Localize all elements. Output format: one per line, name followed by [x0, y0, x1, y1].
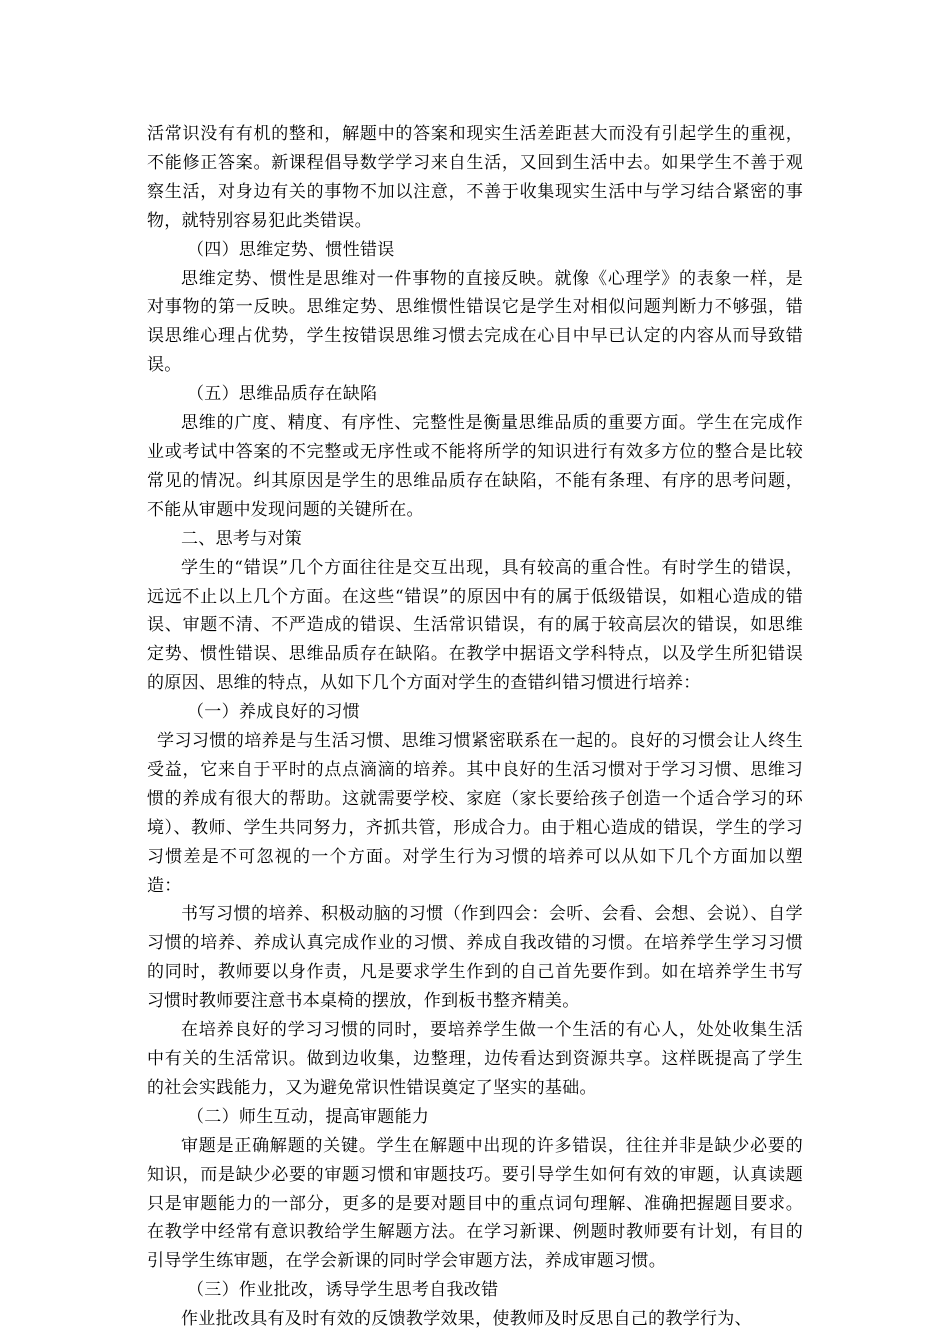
section-heading: （五）思维品质存在缺陷 [187, 384, 378, 405]
section-heading: （一）养成良好的习惯 [187, 702, 360, 723]
section-heading: （三）作业批改，诱导学生思考自我改错 [187, 1280, 499, 1301]
body-paragraph: 书写习惯的培养、积极动脑的习惯（作到四会：会听、会看、会想、会说）、自学习惯的培养、养成认真完成作业的习惯、养成自我改错的习惯。在培养学生学习习惯的同时，教师要以身作责，凡是要求学生作到的自己首先要作到。如在培养学生书写习惯时教师要注意书本桌椅的摆放，作到板书整齐精美。 [147, 904, 803, 1012]
body-paragraph: 在培养良好的学习习惯的同时，要培养学生做一个生活的有心人，处处收集生活中有关的生活常识。做到边收集，边整理，边传看达到资源共享。这样既提高了学生的社会实践能力，又为避免常识性错误奠定了坚实的基础。 [147, 1020, 803, 1098]
body-paragraph: 作业批改具有及时有效的反馈教学效果，使教师及时反思自己的教学行为、 [181, 1309, 752, 1330]
section-heading: （二）师生互动，提高审题能力 [187, 1106, 430, 1127]
body-paragraph: 审题是正确解题的关键。学生在解题中出现的许多错误，往往并非是缺少必要的知识，而是缺少必要的审题习惯和审题技巧。要引导学生如何有效的审题，认真读题只是审题能力的一部分，更多的是要对题目中的重点词句理解、准确把握题目要求。在教学中经常有意识教给学生解题方法。在学习新课、例题时教师要有计划，有目的引导学生练审题，在学会新课的同时学会审题方法，养成审题习惯。 [147, 1135, 803, 1272]
body-paragraph: 活常识没有有机的整和，解题中的答案和现实生活差距甚大而没有引起学生的重视，不能修正答案。新课程倡导数学学习来自生活，又回到生活中去。如果学生不善于观察生活，对身边有关的事物不加以注意，不善于收集现实生活中与学习结合紧密的事物，就特别容易犯此类错误。 [147, 124, 803, 231]
body-paragraph: 学生的“错误”几个方面往往是交互出现，具有较高的重合性。有时学生的错误，远远不止以上几个方面。在这些“错误”的原因中有的属于低级错误，如粗心造成的错误、审题不清、不严造成的错误、生活常识错误，有的属于较高层次的错误，如思维定势、惯性错误、思维品质存在缺陷。在教学中据语文学科特点，以及学生所犯错误的原因、思维的特点，从如下几个方面对学生的查错纠错习惯进行培养： [147, 557, 803, 694]
body-paragraph: 学习习惯的培养是与生活习惯、思维习惯紧密联系在一起的。良好的习惯会让人终生受益，它来自于平时的点点滴滴的培养。其中良好的生活习惯对于学习习惯、思维习惯的养成有很大的帮助。这就需要学校、家庭（家长要给孩子创造一个适合学习的环境）、教师、学生共同努力，齐抓共管，形成合力。由于粗心造成的错误，学生的学习习惯差是不可忽视的一个方面。对学生行为习惯的培养可以从如下几个方面加以塑造： [147, 731, 803, 896]
document-page [147, 120, 803, 1334]
body-paragraph: 思维的广度、精度、有序性、完整性是衡量思维品质的重要方面。学生在完成作业或考试中答案的不完整或无序性或不能将所学的知识进行有效多方位的整合是比较常见的情况。纠其原因是学生的思维品质存在缺陷，不能有条理、有序的思考问题，不能从审题中发现问题的关键所在。 [147, 413, 803, 520]
body-paragraph: 思维定势、惯性是思维对一件事物的直接反映。就像《心理学》的表象一样，是对事物的第一反映。思维定势、思维惯性错误它是学生对相似问题判断力不够强，错误思维心理占优势，学生按错误思维习惯去完成在心目中早已认定的内容从而导致错误。 [147, 268, 803, 376]
chapter-heading: 二、思考与对策 [181, 528, 303, 549]
section-heading: （四）思维定势、惯性错误 [187, 239, 395, 260]
